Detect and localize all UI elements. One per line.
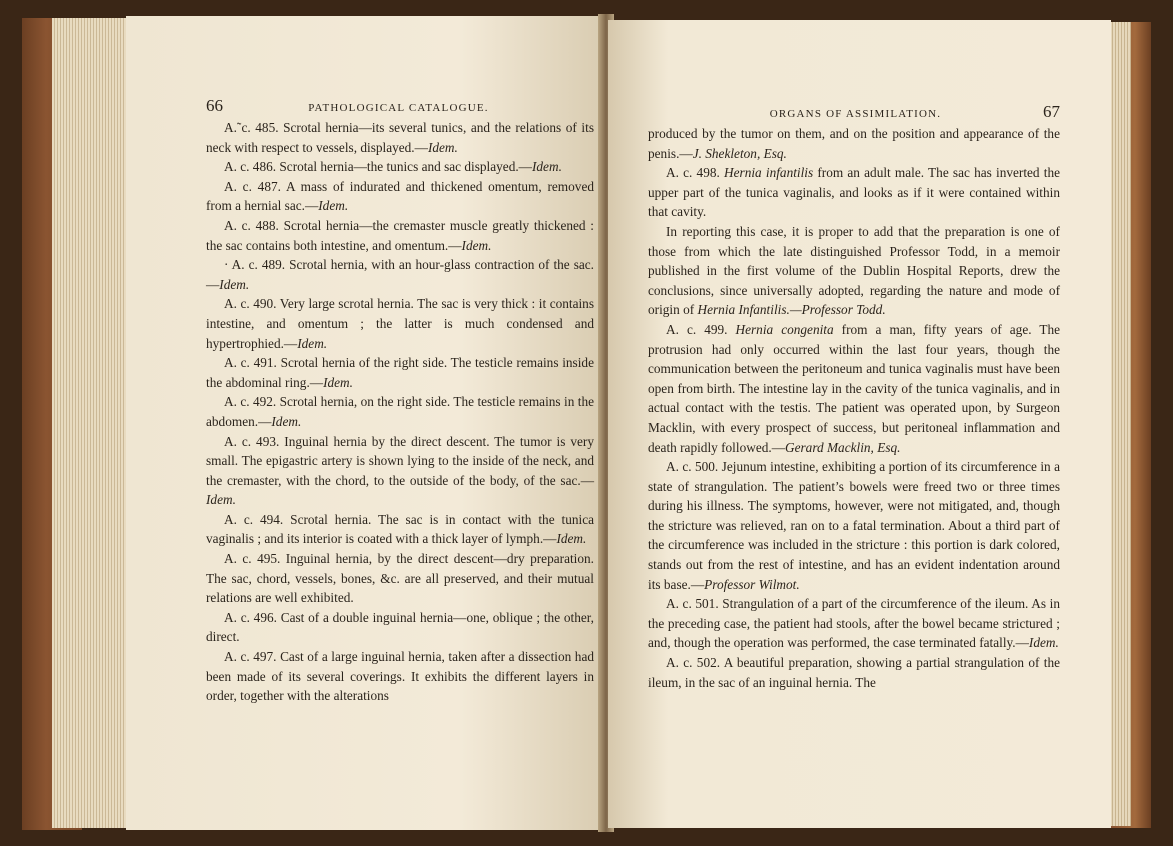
entry-citation: Idem. bbox=[427, 139, 458, 155]
left-page-number: 66 bbox=[206, 96, 223, 115]
entry-number: A. c. 486. bbox=[224, 159, 280, 175]
right-page bbox=[608, 20, 1111, 828]
entry-citation: Idem. bbox=[556, 531, 587, 547]
catalogue-entry bbox=[648, 594, 1060, 653]
entry-number: A. c. 496. bbox=[224, 609, 281, 625]
entry-number: · A. c. 489. bbox=[224, 257, 290, 273]
catalogue-entry bbox=[206, 647, 594, 706]
entry-citation: Hernia Infantilis.—Professor Todd. bbox=[697, 302, 886, 318]
entry-text: A mass of indurated and thickened omentum, removed from a hernial sac.— bbox=[206, 178, 594, 214]
left-page-header bbox=[206, 96, 594, 118]
entry-text: Inguinal hernia, by the direct descent—dry preparation. The sac, chord, vessels, bones, &c. are all preserved, and their mutual relations are well exhibited. bbox=[206, 551, 594, 606]
catalogue-entry bbox=[206, 294, 594, 353]
entry-text: Strangulation of a part of the circumference of the ileum. As in the preceding case, the patient had stools, after the bowel became strictured ; and, though the operation was performed, the case terminated fatally.— bbox=[648, 596, 1060, 651]
catalogue-entry bbox=[648, 320, 1060, 457]
entry-text: Scrotal hernia—its several tunics, and the relations of its neck with respect to vessels, displayed.— bbox=[206, 120, 594, 155]
entry-text: Cast of a large inguinal hernia, taken after a dissection had been made of its several coverings. It exhibits the different layers in order, together with the alterations bbox=[206, 649, 594, 704]
entry-text: from an adult male. The sac has inverted the upper part of the tunica vaginalis, and looks as if it were contained within that cavity. bbox=[648, 165, 1061, 220]
catalogue-entry bbox=[648, 222, 1060, 320]
right-page-content bbox=[648, 102, 1060, 692]
right-entries bbox=[648, 163, 1060, 692]
entry-text: Scrotal hernia, with an hour-glass contraction of the sac.— bbox=[206, 257, 594, 292]
right-page-header bbox=[648, 102, 1060, 124]
page-edges-left bbox=[52, 18, 132, 828]
entry-number: A. c. 494. bbox=[224, 511, 291, 527]
right-running-head: ORGANS OF ASSIMILATION. bbox=[769, 108, 942, 120]
catalogue-entry bbox=[206, 549, 594, 608]
entry-citation: Idem. bbox=[297, 335, 328, 351]
entry-text: Jejunum intestine, exhibiting a portion of its circumference in a state of strangulation. The patient’s bowels were freed two or three times during his illness. The symptoms, however, were not mitigated, and, though the stricture was relieved, ran on to a fatal termination. About a third part of the circumference was included in the stricture : this portion is dark colored, stands out from the rest of intestine, and has an evident indentation around its base.— bbox=[648, 459, 1060, 592]
entry-number: A. c. 492. bbox=[224, 394, 280, 410]
entry-number: A. c. 497. bbox=[224, 649, 281, 665]
entry-text: Inguinal hernia by the direct descent. The tumor is very small. The epigastric artery is shown lying to the inside of the neck, and the cremaster, with the chord, to the outside of the body, of the sac.— bbox=[206, 433, 594, 488]
entry-text: In reporting this case, it is proper to add that the preparation is one of those from which the late distinguished Professor Todd, in a memoir published in the first volume of the Dublin Hospital Reports, drew the conclusions, since universally adopted, regarding the nature and mode of origin of bbox=[648, 223, 1060, 318]
entry-number: A. c. 498. bbox=[666, 165, 725, 181]
entry-number: A. c. 491. bbox=[224, 355, 281, 371]
left-page bbox=[126, 16, 604, 830]
entry-text: Very large scrotal hernia. The sac is very thick : it contains intestine, and omentum ; the latter is much condensed and hypertrophied.— bbox=[206, 296, 595, 351]
entry-citation: Idem. bbox=[318, 198, 349, 214]
entry-citation: Idem. bbox=[323, 374, 353, 390]
entry-text: Scrotal hernia. The sac is in contact with the tunica vaginalis ; and its interior is coated with a thick layer of lymph.— bbox=[206, 511, 594, 547]
entry-citation: Idem. bbox=[461, 237, 492, 253]
entry-number: A. c. 500. bbox=[666, 459, 722, 475]
catalogue-entry bbox=[206, 608, 594, 647]
catalogue-entry bbox=[206, 392, 594, 431]
entry-number: A. c. 495. bbox=[224, 551, 286, 567]
entry-number: A. c. 502. bbox=[666, 655, 724, 671]
catalogue-entry bbox=[648, 653, 1060, 692]
entry-number: A. c. 493. bbox=[224, 433, 285, 449]
catalogue-entry bbox=[206, 216, 594, 255]
entry-number: A. c. 487. bbox=[224, 178, 286, 194]
entry-number: A. c. 490. bbox=[224, 296, 280, 312]
catalogue-entry bbox=[206, 118, 594, 157]
entry-text: Scrotal hernia of the right side. The testicle remains inside the abdominal ring.— bbox=[206, 355, 594, 390]
catalogue-entry bbox=[206, 353, 594, 392]
catalogue-entry bbox=[206, 432, 594, 510]
continuation-paragraph bbox=[648, 124, 1060, 163]
left-entries bbox=[206, 118, 594, 706]
catalogue-entry bbox=[648, 457, 1060, 594]
entry-text: Scrotal hernia—the tunics and sac displayed.— bbox=[279, 159, 532, 175]
entry-text: from a man, fifty years of age. The protrusion had only occurred within the last four years, though the communication between the peritoneum and tunica vaginalis must have been open from birth. The intestine lay in the cavity of the tunica vaginalis, and in actual contact with the testis. The patient was operated upon, by Surgeon Macklin, with every prospect of success, but peritoneal inflammation and death rapidly followed.— bbox=[648, 321, 1061, 455]
right-page-number: 67 bbox=[1042, 102, 1060, 121]
left-running-head: PATHOLOGICAL CATALOGUE. bbox=[308, 102, 489, 114]
entry-text: Scrotal hernia—the cremaster muscle greatly thickened : the sac contains both intestine, and omentum.— bbox=[206, 217, 594, 253]
entry-citation: Professor Wilmot. bbox=[704, 576, 800, 592]
entry-italic-lead: Hernia infantilis bbox=[724, 165, 814, 181]
catalogue-entry bbox=[206, 510, 594, 549]
entry-citation: Idem. bbox=[1028, 635, 1059, 651]
entry-citation: Gerard Macklin, Esq. bbox=[785, 439, 901, 455]
entry-citation: Idem. bbox=[219, 276, 250, 292]
entry-citation: Idem. bbox=[271, 413, 302, 429]
entry-number: A. c. 499. bbox=[666, 321, 736, 337]
catalogue-entry bbox=[206, 255, 594, 294]
catalogue-entry bbox=[206, 177, 594, 216]
entry-number: A. c. 488. bbox=[224, 217, 284, 233]
continuation-text: produced by the tumor on them, and on the position and appearance of the penis.— bbox=[648, 126, 1060, 161]
entry-number: A. c. 501. bbox=[666, 596, 723, 612]
entry-text: A beautiful preparation, showing a partial strangulation of the ileum, in the sac of an inguinal hernia. The bbox=[648, 655, 1060, 690]
left-page-content bbox=[206, 96, 594, 706]
entry-citation: Idem. bbox=[531, 159, 562, 175]
entry-number: A.̃ c. 485. bbox=[224, 120, 284, 135]
entry-text: Scrotal hernia, on the right side. The testicle remains in the abdomen.— bbox=[206, 394, 594, 429]
catalogue-entry bbox=[206, 157, 594, 177]
catalogue-entry bbox=[648, 163, 1060, 222]
entry-italic-lead: Hernia congenita bbox=[735, 321, 834, 337]
continuation-citation: J. Shekleton, Esq. bbox=[692, 145, 787, 161]
entry-citation: Idem. bbox=[206, 492, 236, 508]
entry-text: Cast of a double inguinal hernia—one, oblique ; the other, direct. bbox=[206, 609, 594, 645]
